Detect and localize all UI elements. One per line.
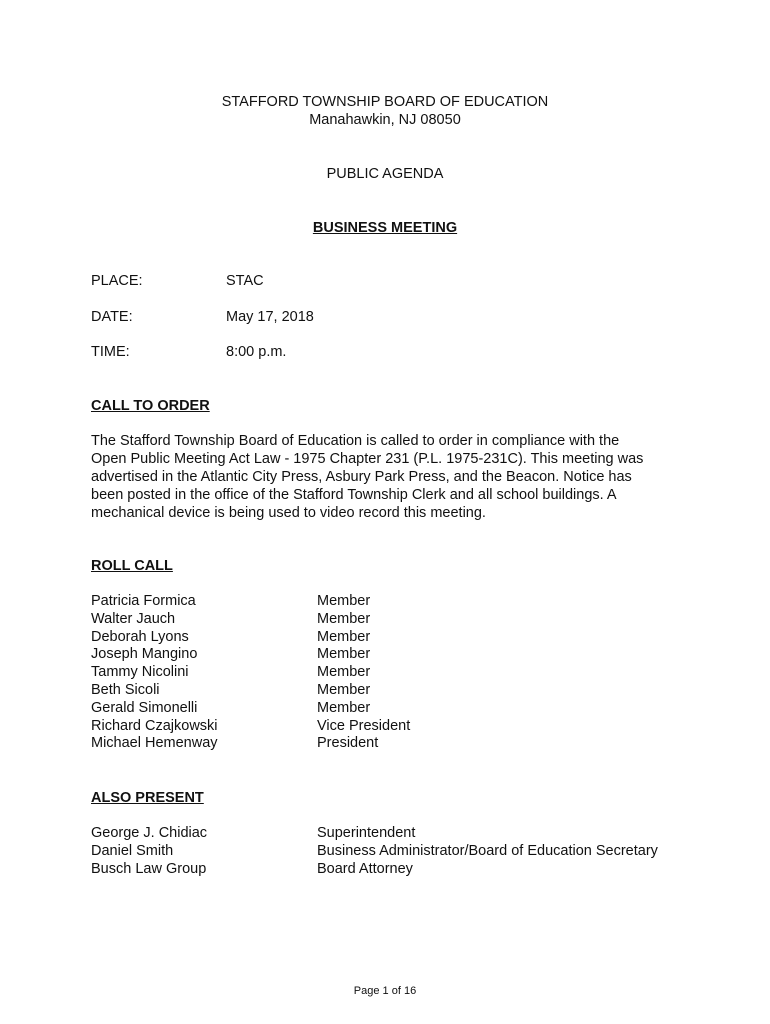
member-name: Michael Hemenway (91, 735, 218, 752)
roll-call-roles (317, 593, 410, 753)
page-number: Page 1 of 16 (353, 985, 417, 997)
paragraph-line: The Stafford Township Board of Education is called to order in compliance with the (91, 433, 620, 449)
member-role: Member (317, 681, 371, 698)
member-name: Tammy Nicolini (91, 664, 189, 681)
member-name: Walter Jauch (91, 610, 176, 627)
member-name: Patricia Formica (91, 593, 196, 609)
person-role: Business Administrator/Board of Education Secretary (317, 842, 658, 859)
time-value: 8:00 p.m. (226, 344, 287, 360)
also-present-names (91, 825, 207, 878)
also-present-roles (317, 825, 658, 878)
call-to-order-heading: CALL TO ORDER (91, 398, 210, 414)
roll-call-heading: ROLL CALL (91, 558, 173, 574)
member-name: Deborah Lyons (91, 628, 189, 645)
member-role: Member (317, 628, 371, 645)
agenda-type: PUBLIC AGENDA (326, 166, 444, 182)
call-to-order-paragraph (91, 432, 681, 522)
person-role: Superintendent (317, 825, 416, 841)
roll-call-names (91, 593, 218, 753)
person-name: Busch Law Group (91, 860, 207, 877)
meeting-type-heading: BUSINESS MEETING (312, 220, 458, 236)
member-name: Beth Sicoli (91, 681, 160, 698)
also-present-heading: ALSO PRESENT (91, 790, 204, 806)
member-name: Joseph Mangino (91, 646, 198, 663)
time-label: TIME: (91, 344, 130, 360)
date-value: May 17, 2018 (226, 309, 314, 325)
member-role: Member (317, 610, 371, 627)
member-name: Richard Czajkowski (91, 717, 218, 734)
paragraph-line: advertised in the Atlantic City Press, Asbury Park Press, and the Beacon. Notice has (91, 469, 632, 485)
member-role: Member (317, 646, 371, 663)
date-label: DATE: (91, 309, 133, 325)
paragraph-line: Open Public Meeting Act Law - 1975 Chapter 231 (P.L. 1975-231C). This meeting was (91, 451, 644, 467)
member-role: Member (317, 593, 371, 609)
org-location: Manahawkin, NJ 08050 (309, 112, 461, 128)
person-role: Board Attorney (317, 860, 413, 877)
member-role: Vice President (317, 717, 411, 734)
place-value: STAC (226, 273, 264, 289)
member-role: Member (317, 664, 371, 681)
person-name: Daniel Smith (91, 842, 174, 859)
org-name: STAFFORD TOWNSHIP BOARD OF EDUCATION (221, 94, 549, 110)
member-role: President (317, 735, 379, 752)
person-name: George J. Chidiac (91, 825, 208, 841)
paragraph-line: been posted in the office of the Stafford Township Clerk and all school buildings. A (91, 487, 617, 503)
member-name: Gerald Simonelli (91, 699, 198, 716)
place-label: PLACE: (91, 273, 143, 289)
member-role: Member (317, 699, 371, 716)
paragraph-line: mechanical device is being used to video record this meeting. (91, 505, 486, 521)
